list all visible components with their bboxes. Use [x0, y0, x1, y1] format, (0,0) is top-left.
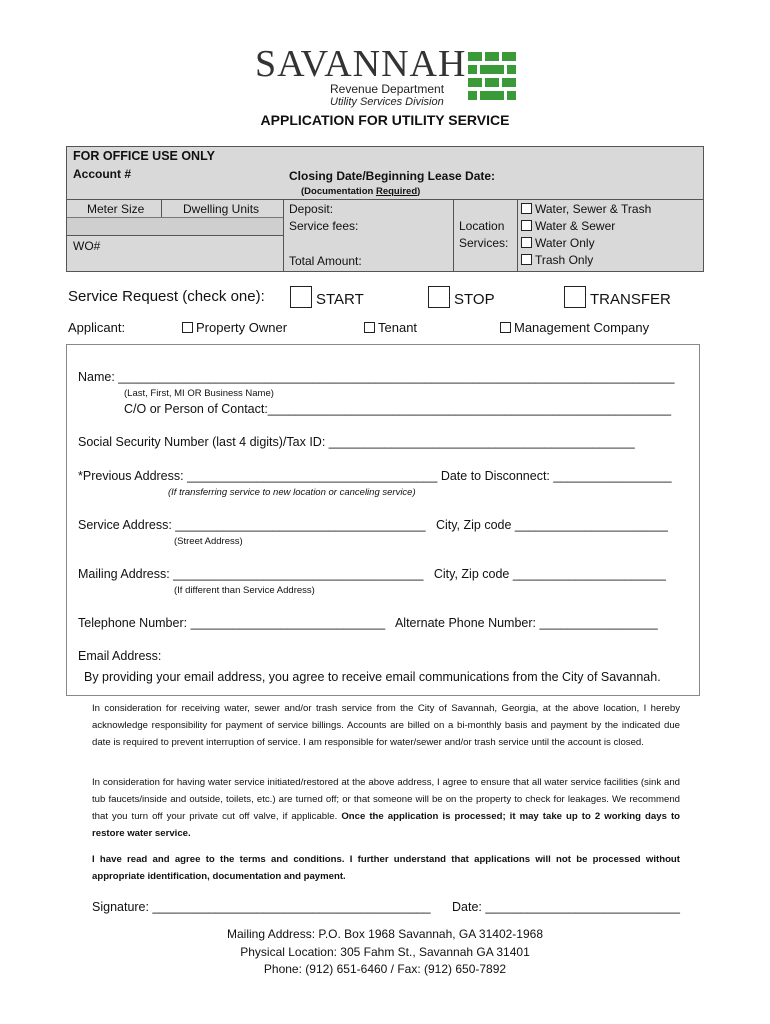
footer-phone-fax: Phone: (912) 651-6460 / Fax: (912) 650-7892 — [263, 962, 507, 976]
office-use-heading: FOR OFFICE USE ONLY — [73, 149, 215, 163]
footer-physical-location: Physical Location: 305 Fahm St., Savannah GA 31401 — [240, 945, 530, 959]
checkbox-icon — [182, 322, 193, 333]
checkbox-icon — [521, 220, 532, 231]
location-label: Location — [459, 219, 505, 233]
checkbox-icon — [500, 322, 511, 333]
department-name: Revenue Department — [330, 82, 445, 96]
office-use-section — [66, 146, 704, 272]
closing-date-label: Closing Date/Beginning Lease Date: — [289, 169, 496, 183]
terms-paragraph-billing: In consideration for receiving water, sewer and/or trash service from the City of Savannah, Georgia, at the above location, I hereby acknowledge responsibility for payment of service billings. Accounts are billed on a bi-monthly basis and payment by the indicated due date is required to prevent interruption of service. I am responsible for water/sewer and/or trash service until the account is closed. — [92, 703, 680, 748]
telephone-field[interactable]: Telephone Number: ____________________________ Alternate Phone Number: _________________ — [78, 616, 658, 630]
checkbox-icon — [364, 322, 375, 333]
dwelling-units-label: Dwelling Units — [183, 202, 260, 216]
request-stop-option[interactable]: STOP — [428, 286, 495, 308]
svc-option-water-sewer-trash[interactable]: Water, Sewer & Trash — [521, 202, 651, 216]
wo-label: WO# — [73, 239, 101, 253]
terms-paragraph-water-service: In consideration for having water service initiated/restored at the above address, I agree to ensure that all water service facilities (sink and tub faucets/inside and outside, toilets, etc.) are turned off; or that someone will be on the property to check for leakages. We recommend that you turn off your private cut off valve, if applicable. Once the application is processed; it may take up to 2 working days to restore water service. — [92, 777, 680, 839]
applicant-property-owner[interactable]: Property Owner — [182, 320, 287, 335]
signature-date-field[interactable]: Date: ____________________________ — [452, 900, 681, 914]
email-notice: By providing your email address, you agree to receive email communications from the City of Savannah. — [84, 670, 661, 684]
deposit-label: Deposit: — [289, 202, 334, 216]
applicant-tenant[interactable]: Tenant — [364, 320, 417, 335]
logo-wordmark: SAVANNAH — [255, 43, 467, 85]
previous-address-hint: (If transferring service to new location or canceling service) — [168, 487, 416, 498]
service-address-field[interactable]: Service Address: ____________________________________ City, Zip code ______________________ — [78, 518, 668, 532]
checkbox-icon — [521, 203, 532, 214]
email-field[interactable]: Email Address: — [78, 649, 162, 663]
total-amount-label: Total Amount: — [289, 254, 362, 268]
checkbox-icon — [521, 237, 532, 248]
svc-option-water-sewer[interactable]: Water & Sewer — [521, 219, 615, 233]
service-fees-label: Service fees: — [289, 219, 359, 233]
checkbox-icon — [290, 286, 312, 308]
terms-agreement: I have read and agree to the terms and conditions. I further understand that applications will not be processed without appropriate identification, documentation and payment. — [92, 854, 680, 882]
name-hint: (Last, First, MI OR Business Name) — [124, 388, 274, 399]
services-label: Services: — [459, 236, 509, 250]
checkbox-icon — [564, 286, 586, 308]
signature-field[interactable]: Signature: ________________________________________ — [92, 900, 431, 914]
name-field[interactable]: Name: ________________________________________________________________________________ — [78, 370, 675, 384]
request-start-option[interactable]: START — [290, 286, 364, 308]
checkbox-icon — [428, 286, 450, 308]
mailing-address-hint: (If different than Service Address) — [174, 585, 315, 596]
footer-mailing-address: Mailing Address: P.O. Box 1968 Savannah, GA 31402-1968 — [227, 927, 543, 941]
svc-option-trash-only[interactable]: Trash Only — [521, 253, 593, 267]
documentation-note: (Documentation Required) — [301, 186, 421, 197]
mailing-address-field[interactable]: Mailing Address: ____________________________________ City, Zip code ______________________ — [78, 567, 666, 581]
previous-address-field[interactable]: *Previous Address: ____________________________________ Date to Disconnect: _________________ — [78, 469, 672, 483]
checkbox-icon — [521, 254, 532, 265]
division-name: Utility Services Division — [330, 96, 444, 108]
contact-person-field[interactable]: C/O or Person of Contact:__________________________________________________________ — [124, 402, 672, 416]
service-address-hint: (Street Address) — [174, 536, 243, 547]
account-label: Account # — [73, 167, 132, 181]
form-title: APPLICATION FOR UTILITY SERVICE — [260, 112, 510, 128]
svc-option-water-only[interactable]: Water Only — [521, 236, 595, 250]
applicant-management-company[interactable]: Management Company — [500, 320, 649, 335]
ssn-tax-id-field[interactable]: Social Security Number (last 4 digits)/Tax ID: ____________________________________________ — [78, 435, 635, 449]
service-request-label: Service Request (check one): — [68, 288, 265, 305]
meter-size-label: Meter Size — [87, 202, 145, 216]
request-transfer-option[interactable]: TRANSFER — [564, 286, 671, 308]
city-logo-icon — [468, 52, 516, 100]
applicant-label: Applicant: — [68, 320, 126, 335]
